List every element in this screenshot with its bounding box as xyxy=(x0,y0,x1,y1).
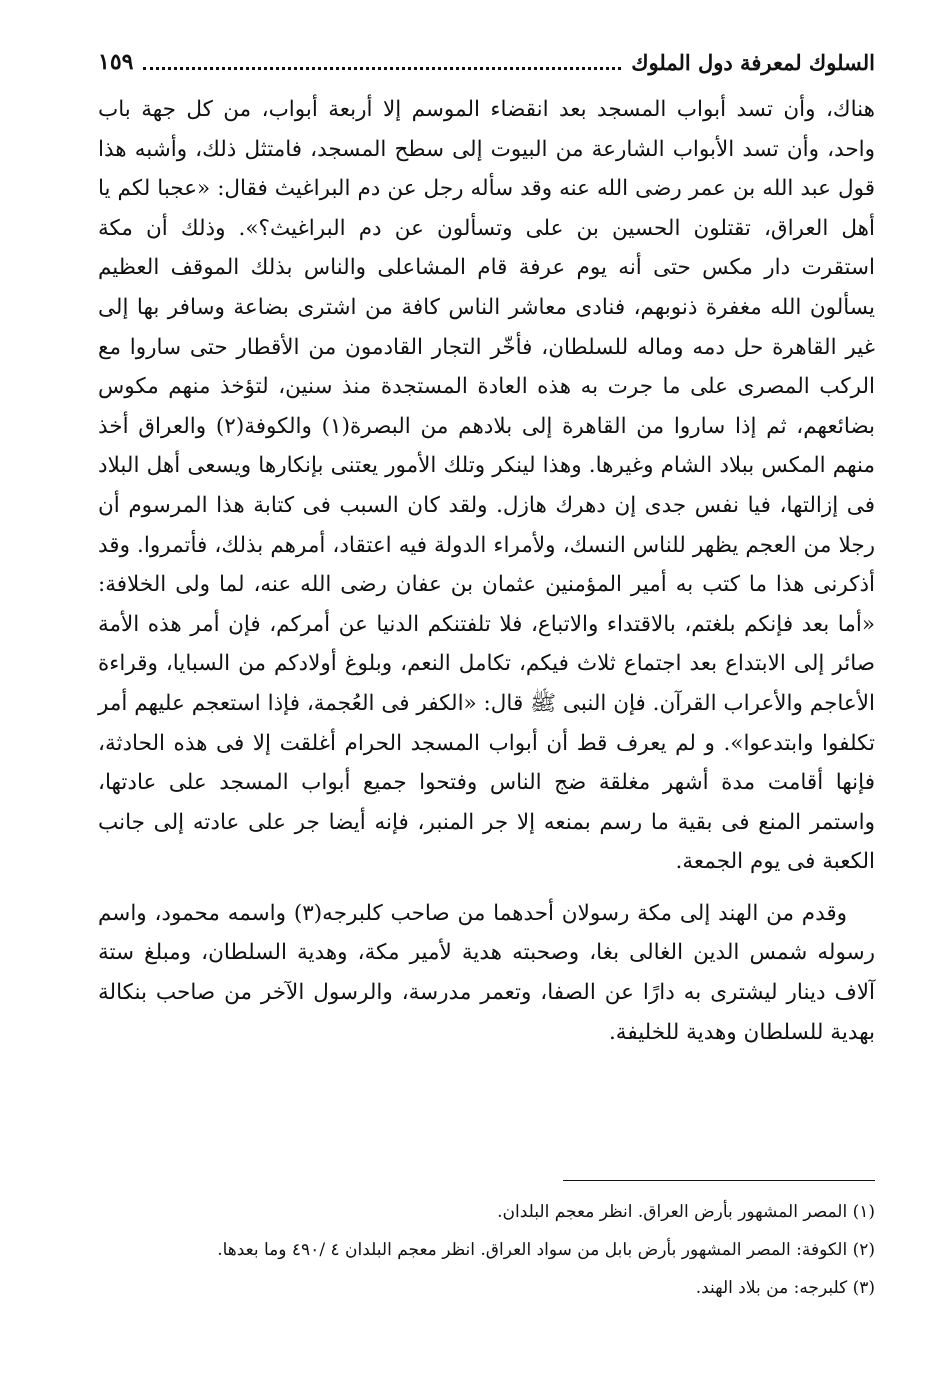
paragraph-2: وقدم من الهند إلى مكة رسولان أحدهما من صاحب كلبرجه(٣) واسمه محمود، واسم رسوله شمس الدين الغالى بغا، وصحبته هدية لأمير مكة، وهدية السلطان، ومبلغ ستة آلاف دينار ليشترى به دارًا عن الصفا، وتعمر مدرسة، والرسول الآخر من صاحب بنكالة بهدية للسلطان وهدية للخليفة. xyxy=(98,900,875,1045)
footnote-1: (١) المصر المشهور بأرض العراق. انظر معجم البلدان. xyxy=(497,1202,875,1222)
paragraph-1: هناك، وأن تسد أبواب المسجد بعد انقضاء الموسم إلا أربعة أبواب، من كل جهة باب واحد، وأن تسد الأبواب الشارعة من البيوت إلى سطح المسجد، فامتثل ذلك، وأشبه هذا قول عبد الله بن عمر رضى الله عنه وقد سأله رجل عن دم البراغيث فقال: «عجبا لكم يا أهل العراق، تقتلون الحسين بن على وتسألون عن دم البراغيث؟». وذلك أن مكة استقرت دار مكس حتى أنه يوم عرفة قام المشاعلى والناس بذلك الموقف العظيم يسألون الله مغفرة ذنوبهم، فنادى معاشر الناس كافة من اشترى بضاعة وسافر بها إلى غير القاهرة حل دمه وماله للسلطان، فأخّر التجار القادمون من الأقطار حتى ساروا مع الركب المصرى على ما جرت به هذه العادة المستجدة منذ سنين، لتؤخذ منهم مكوس بضائعهم، ثم إذا ساروا من القاهرة إلى بلادهم من البصرة(١) والكوفة(٢) والعراق أخذ منهم المكس ببلاد الشام وغيرها. وهذا لينكر وتلك الأمور يعتنى بإنكارها ويسعى أهل البلاد فى إزالتها، فيا نفس جدى إن دهرك هازل. ولقد كان السبب فى كتابة هذا المرسوم أن رجلا من العجم يظهر للناس النسك، ولأمراء الدولة فيه اعتقاد، أمرهم بذلك، فأتمروا. وقد أذكرنى هذا ما كتب به أمير المؤمنين عثمان بن عفان رضى الله عنه، لما ولى الخلافة: «أما بعد فإنكم بلغتم، بالاقتداء والاتباع، فلا تلفتنكم الدنيا عن أمركم، فإن أمر هذه الأمة صائر إلى الابتداع بعد اجتماع ثلاث فيكم، تكامل النعم، وبلوغ أولادكم من السبايا، وقراءة الأعاجم والأعراب القرآن. فإن النبى ﷺ قال: «الكفر فى العُجمة، فإذا استعجم عليهم أمر تكلفوا وابتدعوا». و لم يعرف قط أن أبواب المسجد الحرام أغلقت إلا فى هذه الحادثة، فإنها أقامت مدة أشهر مغلقة ضج الناس وفتحوا جميع أبواب المسجد على عادتها، واستمر المنع فى بقية ما رسم بمنعه إلا جر المنبر، فإنه أيضا جر على عادته إلى جانب الكعبة فى يوم الجمعة. xyxy=(98,97,875,875)
footnote-2: (٢) الكوفة: المصر المشهور بأرض بابل من سواد العراق. انظر معجم البلدان ٤ /٤٩٠ وما بعدها. xyxy=(217,1240,875,1260)
running-header xyxy=(98,42,875,82)
footnotes xyxy=(98,1196,875,1310)
footnote-3: (٣) كلبرجه: من بلاد الهند. xyxy=(695,1278,875,1298)
book-page xyxy=(98,30,875,1370)
header-leader-dots xyxy=(143,67,621,70)
footnote-divider xyxy=(563,1180,875,1181)
main-text xyxy=(98,90,875,1052)
header-title: السلوك لمعرفة دول الملوك xyxy=(631,49,875,75)
page-number: ١٥٩ xyxy=(98,49,134,75)
